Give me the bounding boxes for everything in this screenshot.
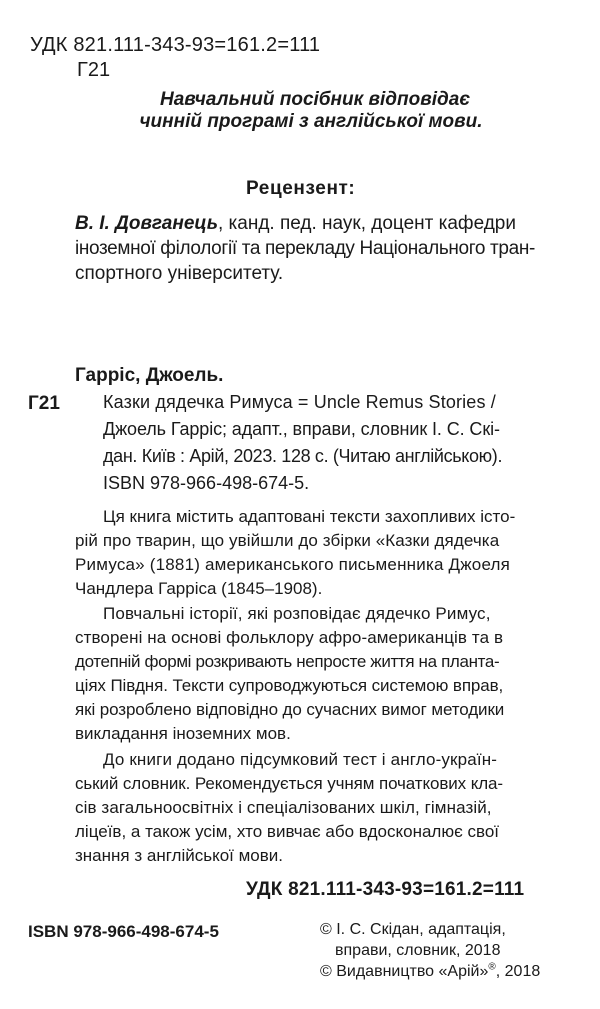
annotation-line: викладання іноземних мов. (75, 724, 291, 743)
annotation-paragraph-2 (75, 602, 505, 746)
annotation-line: знання з англійської мови. (75, 846, 284, 865)
copyright-line: © І. С. Скідан, адаптація, (320, 921, 506, 938)
catalog-entry-line: Казки дядечка Римуса = Uncle Remus Stories / (103, 392, 496, 412)
catalog-isbn: ISBN 978-966-498-674-5. (103, 473, 310, 493)
reviewer-line: іноземної філології та перекладу Національного тран- (75, 238, 535, 259)
annotation-paragraph-3 (75, 748, 503, 868)
catalog-entry (103, 389, 502, 470)
catalog-entry-line: дан. Київ : Арій, 2023. 128 с. (Читаю англійською). (103, 446, 503, 466)
annotation-line: ціях Півдня. Тексти супроводжуються системою вправ, (75, 676, 504, 695)
annotation-line: Чандлера Гарріса (1845–1908). (75, 579, 323, 598)
reviewer-heading: Рецензент: (246, 178, 356, 199)
annotation-line: сів загальноосвітніх і спеціалізованих шкіл, гімназій, (75, 798, 492, 817)
copyright-publisher: © Видавництво «Арій» (320, 963, 489, 980)
reviewer-info (75, 211, 535, 286)
approval-note (0, 89, 600, 133)
catalog-entry-line: Джоель Гарріс; адапт., вправи, словник І. С. Скі- (103, 419, 500, 439)
udk-header: УДК 821.111-343-93=161.2=111 (30, 34, 321, 56)
catalog-code-header: Г21 (77, 59, 111, 81)
reviewer-line: , канд. пед. наук, доцент кафедри (217, 213, 516, 234)
annotation-line: Ця книга містить адаптовані тексти захопливих істо- (103, 507, 516, 526)
catalog-author: Гарріс, Джоель. (75, 365, 224, 386)
annotation-line: ський словник. Рекомендується учням початкових кла- (75, 774, 503, 793)
annotation-line: дотепній формі розкривають непросте життя на планта- (75, 652, 500, 671)
annotation-line: До книги додано підсумковий тест і англо-україн- (103, 750, 498, 769)
copyright-year: , 2018 (495, 963, 541, 980)
annotation-line: Повчальні історії, які розповідає дядечко Римус, (103, 604, 491, 623)
annotation-line: рій про тварин, що увійшли до збірки «Казки дядечка (75, 531, 500, 550)
reviewer-line: спортного університету. (75, 263, 284, 284)
annotation-line: які розроблено відповідно до сучасних вимог методики (75, 700, 505, 719)
annotation-line: Римуса» (1881) американського письменника Джоеля (75, 555, 511, 574)
copyright-line: вправи, словник, 2018 (335, 942, 501, 959)
footer-isbn: ISBN 978-966-498-674-5 (28, 922, 219, 941)
copyright-block (320, 919, 540, 982)
annotation-line: створені на основі фольклору афро-американців та в (75, 628, 504, 647)
udk-footer: УДК 821.111-343-93=161.2=111 (246, 879, 525, 900)
registered-mark: ® (488, 961, 496, 973)
annotation-paragraph-1 (75, 505, 516, 601)
approval-line: чинній програмі з англійської мови. (139, 111, 483, 132)
annotation-line: ліцеїв, а також усім, хто вивчає або вдосконалює свої (75, 822, 500, 841)
catalog-code: Г21 (28, 393, 60, 414)
approval-line: Навчальний посібник відповідає (159, 89, 471, 110)
reviewer-name: В. І. Довганець (75, 213, 218, 234)
